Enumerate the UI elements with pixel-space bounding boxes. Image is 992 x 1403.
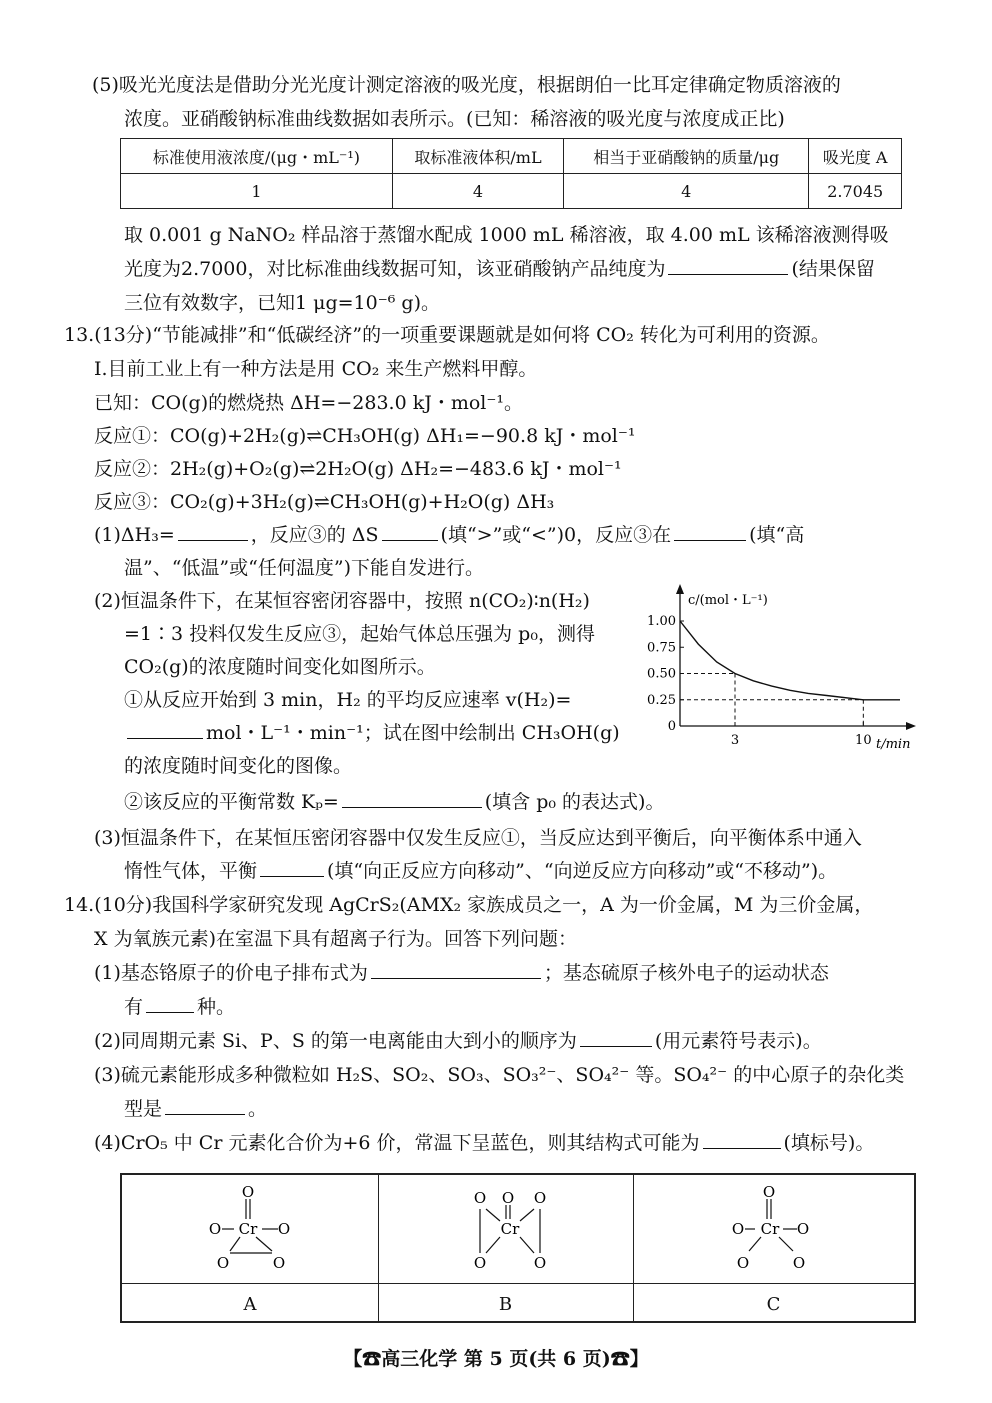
standard-curve-table xyxy=(120,138,902,209)
q13-1-line xyxy=(94,522,804,548)
q13-2h: (填含 p₀ 的表达式)。 xyxy=(484,791,665,813)
atom-o: O xyxy=(241,1183,255,1201)
q12-5-p1b-line xyxy=(124,256,875,282)
q13-sec1: Ⅰ.目前工业上有一种方法是用 CO₂ 来生产燃料甲醇。 xyxy=(94,358,538,380)
co2-concentration-chart xyxy=(640,582,920,752)
q14-1-line xyxy=(94,960,829,986)
q12-5-line1: (5)吸光光度法是借助分光光度计测定溶液的吸光度，根据朗伯一比耳定律确定物质溶液的 xyxy=(92,74,841,96)
q13-3c: (填“向正反应方向移动”、“向逆反应方向移动”或“不移动”)。 xyxy=(327,860,838,882)
q14-3c: 。 xyxy=(248,1098,268,1120)
q13-2g: ②该反应的平衡常数 Kₚ= xyxy=(124,791,339,813)
q13-2e: mol・L⁻¹・min⁻¹；试在图中绘制出 CH₃OH(g) xyxy=(206,722,620,744)
chart-y-tick-label: 0.50 xyxy=(647,666,676,682)
answer-blank[interactable] xyxy=(674,522,746,541)
reaction-1: 反应①：CO(g)+2H₂(g)⇌CH₃OH(g) ΔH₁=−90.8 kJ・mol⁻¹ xyxy=(94,425,636,447)
table-cell: 2.7045 xyxy=(809,174,902,209)
q14-1a: (1)基态铬原子的价电子排布式为 xyxy=(94,962,368,984)
answer-blank[interactable] xyxy=(178,522,248,541)
chart-x-arrow xyxy=(906,722,916,730)
structure-c-icon xyxy=(633,1175,914,1281)
atom-cr: Cr xyxy=(500,1220,520,1238)
chart-y-arrow xyxy=(676,584,684,594)
answer-blank[interactable] xyxy=(703,1130,781,1149)
q13-2c: CO₂(g)的浓度随时间变化如图所示。 xyxy=(124,656,436,678)
q13-known: 已知：CO(g)的燃烧热 ΔH=−283.0 kJ・mol⁻¹。 xyxy=(94,392,524,414)
atom-o: O xyxy=(736,1254,750,1272)
atom-o: O xyxy=(277,1220,291,1238)
atom-cr: Cr xyxy=(760,1220,780,1238)
q14-4a: (4)CrO₅ 中 Cr 元素化合价为+6 价，常温下呈蓝色，则其结构式可能为 xyxy=(94,1132,700,1154)
answer-blank[interactable] xyxy=(342,789,482,808)
q14-2b: (用元素符号表示)。 xyxy=(654,1030,822,1052)
atom-o: O xyxy=(796,1220,810,1238)
atom-o: O xyxy=(792,1254,806,1272)
option-label: A xyxy=(243,1294,257,1315)
table-header-cell: 吸光度 A xyxy=(809,139,902,174)
atom-o: O xyxy=(473,1254,487,1272)
q13-1a: (1)ΔH₃= xyxy=(94,524,175,546)
q13-1e: 温”、“低温”或“任何温度”)下能自发进行。 xyxy=(124,557,484,579)
answer-blank[interactable] xyxy=(382,522,438,541)
q14-3b: 型是 xyxy=(124,1098,163,1120)
table-row xyxy=(121,174,902,209)
table-header-row xyxy=(121,139,902,174)
option-a[interactable] xyxy=(122,1175,379,1321)
table-header-cell: 取标准液体积/mL xyxy=(392,139,563,174)
q13-3a: (3)恒温条件下，在某恒压密闭容器中仅发生反应①，当反应达到平衡后，向平衡体系中通入 xyxy=(94,827,862,849)
q14-2-line xyxy=(94,1028,822,1054)
atom-o: O xyxy=(272,1254,286,1272)
answer-blank[interactable] xyxy=(668,256,788,275)
q13-1d: (填“高 xyxy=(749,524,805,546)
q13-1c: (填“>”或“<”)0，反应③在 xyxy=(440,524,672,546)
atom-o: O xyxy=(533,1254,547,1272)
q12-5-p1c: (结果保留 xyxy=(791,258,875,280)
q14-1c-line xyxy=(124,994,235,1020)
atom-cr: Cr xyxy=(238,1220,258,1238)
q14-4b: (填标号)。 xyxy=(783,1132,875,1154)
option-label: B xyxy=(498,1294,513,1315)
chart-x-tick-label: 3 xyxy=(730,733,740,748)
chart-y-tick-label: 1.00 xyxy=(647,614,676,629)
chart-y-tick-label: 0 xyxy=(667,719,676,734)
q14-3b-line xyxy=(124,1096,267,1122)
q13-2e-line xyxy=(124,720,620,746)
answer-blank[interactable] xyxy=(371,960,541,979)
atom-o: O xyxy=(501,1189,515,1207)
answer-blank[interactable] xyxy=(127,720,203,739)
q13-3b-line xyxy=(124,858,837,884)
q14-2a: (2)同周期元素 Si、P、S 的第一电离能由大到小的顺序为 xyxy=(94,1030,577,1052)
q14-1d: 种。 xyxy=(197,996,236,1018)
option-b[interactable] xyxy=(378,1175,634,1321)
q14-title2: X 为氧族元素)在室温下具有超离子行为。回答下列问题： xyxy=(94,928,577,950)
reaction-2: 反应②：2H₂(g)+O₂(g)⇌2H₂O(g) ΔH₂=−483.6 kJ・mol⁻¹ xyxy=(94,458,622,480)
option-label: C xyxy=(766,1294,781,1315)
structure-b-icon xyxy=(378,1175,633,1281)
chart-y-tick-label: 0.75 xyxy=(647,640,676,656)
q13-2b: =1∶3 投料仅发生反应③，起始气体总压强为 p₀，测得 xyxy=(124,623,595,645)
table-cell: 4 xyxy=(564,174,809,209)
chart-x-tick-label: 10 xyxy=(855,733,872,748)
option-c[interactable] xyxy=(633,1175,914,1321)
q14-4-line xyxy=(94,1130,874,1156)
q12-5-p1a: 取 0.001 g NaNO₂ 样品溶于蒸馏水配成 1000 mL 稀溶液，取 4.00 mL 该稀溶液测得吸 xyxy=(124,224,889,246)
q14-1c: 有 xyxy=(124,996,144,1018)
structure-a-icon xyxy=(122,1175,378,1281)
answer-blank[interactable] xyxy=(260,858,324,877)
q12-5-line2: 浓度。亚硝酸钠标准曲线数据如表所示。(已知：稀溶液的吸光度与浓度成正比) xyxy=(124,108,785,130)
atom-o: O xyxy=(216,1254,230,1272)
reaction-3: 反应③：CO₂(g)+3H₂(g)⇌CH₃OH(g)+H₂O(g) ΔH₃ xyxy=(94,491,555,513)
q13-3b: 惰性气体，平衡 xyxy=(124,860,258,882)
q13-2f: 的浓度随时间变化的图像。 xyxy=(124,755,353,777)
atom-o: O xyxy=(473,1189,487,1207)
table-header-cell: 相当于亚硝酸钠的质量/μg xyxy=(564,139,809,174)
structure-options xyxy=(120,1173,916,1323)
q13-2a: (2)恒温条件下，在某恒容密闭容器中，按照 n(CO₂)∶n(H₂) xyxy=(94,590,590,612)
answer-blank[interactable] xyxy=(580,1028,652,1047)
atom-o: O xyxy=(731,1220,745,1238)
table-cell: 4 xyxy=(392,174,563,209)
q13-2g-line xyxy=(124,789,664,815)
atom-o: O xyxy=(533,1189,547,1207)
answer-blank[interactable] xyxy=(165,1096,245,1115)
page-footer: 【☎高三化学 第 5 页(共 6 页)☎】 xyxy=(343,1348,649,1370)
chart-y-label: c/(mol・L⁻¹) xyxy=(688,593,768,608)
q14-3a: (3)硫元素能形成多种微粒如 H₂S、SO₂、SO₃、SO₃²⁻、SO₄²⁻ 等。SO₄²⁻ 的中心原子的杂化类 xyxy=(94,1064,905,1086)
q13-2d: ①从反应开始到 3 min，H₂ 的平均反应速率 v(H₂)= xyxy=(124,689,572,711)
table-cell: 1 xyxy=(121,174,393,209)
chart-series-line-co2 xyxy=(680,621,900,700)
q13-title: 13.(13分)“节能减排”和“低碳经济”的一项重要课题就是如何将 CO₂ 转化为可利用的资源。 xyxy=(64,324,830,346)
q12-5-p1d: 三位有效数字，已知1 μg=10⁻⁶ g)。 xyxy=(124,292,440,314)
atom-o: O xyxy=(208,1220,222,1238)
q12-5-p1b: 光度为2.7000，对比标准曲线数据可知，该亚硝酸钠产品纯度为 xyxy=(124,258,666,280)
q13-1b: ，反应③的 ΔS xyxy=(250,524,379,546)
answer-blank[interactable] xyxy=(146,994,194,1013)
chart-y-tick-label: 0.25 xyxy=(647,692,676,708)
chart-x-label: t/min xyxy=(876,737,911,752)
table-header-cell: 标准使用液浓度/(μg・mL⁻¹) xyxy=(121,139,393,174)
q14-1b: ；基态硫原子核外电子的运动状态 xyxy=(543,962,829,984)
atom-o: O xyxy=(762,1183,776,1201)
q14-title1: 14.(10分)我国科学家研究发现 AgCrS₂(AMX₂ 家族成员之一，A 为一价金属，M 为三价金属， xyxy=(64,894,874,916)
